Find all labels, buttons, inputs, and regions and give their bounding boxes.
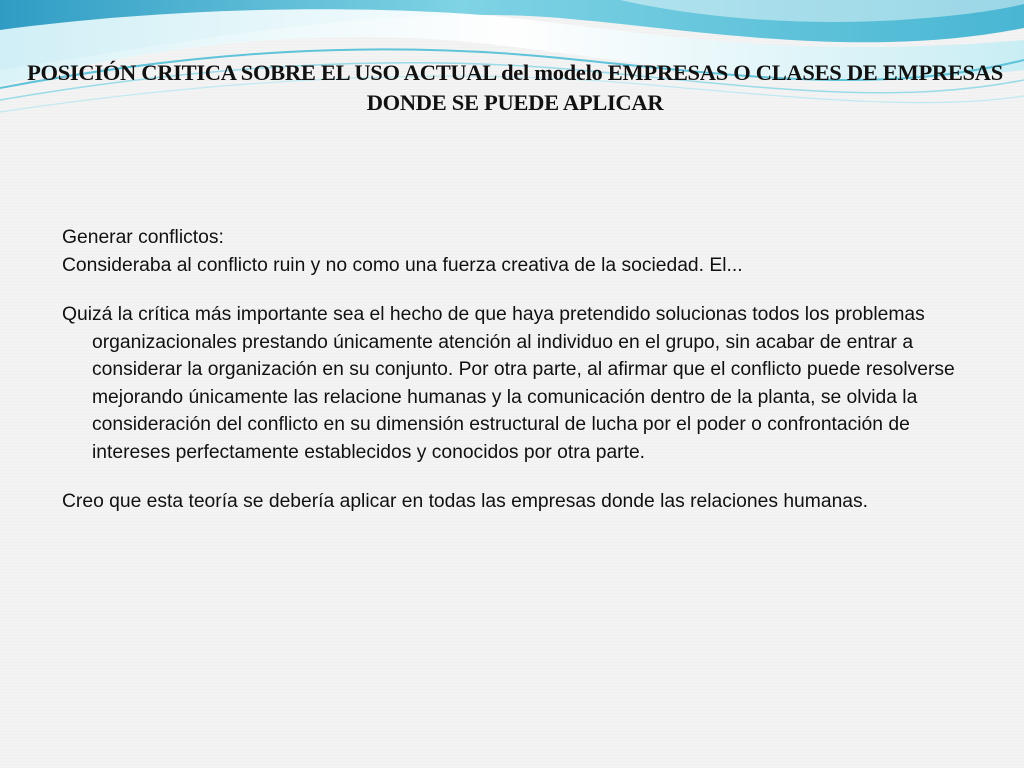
slide-title: POSICIÓN CRITICA SOBRE EL USO ACTUAL del modelo EMPRESAS O CLASES DE EMPRESAS DONDE SE PUEDE APLICAR xyxy=(27,60,1003,115)
paragraph-heading: Generar conflictos: xyxy=(62,227,224,248)
slide-body xyxy=(62,224,982,516)
paragraph-critique: Quizá la crítica más importante sea el hecho de que haya pretendido solucionas todos los problemas organizacionales prestando únicamente atención al individuo en el grupo, sin acabar de entrar a considerar la organización en su conjunto. Por otra parte, al afirmar que el conflicto puede resolverse mejorando únicamente las relacione humanas y la comunicación dentro de la planta, se olvida la consideración del conflicto en su dimensión estructural de lucha por el poder o confrontación de intereses perfectamente establecidos y conocidos por otra parte. xyxy=(62,304,955,463)
paragraph-spacer xyxy=(62,466,982,488)
paragraph-conclusion: Creo que esta teoría se debería aplicar en todas las empresas donde las relaciones humanas. xyxy=(62,491,869,512)
paragraph-spacer xyxy=(62,279,982,301)
paragraph-summary: Consideraba al conflicto ruin y no como una fuerza creativa de la sociedad. El... xyxy=(62,254,743,276)
